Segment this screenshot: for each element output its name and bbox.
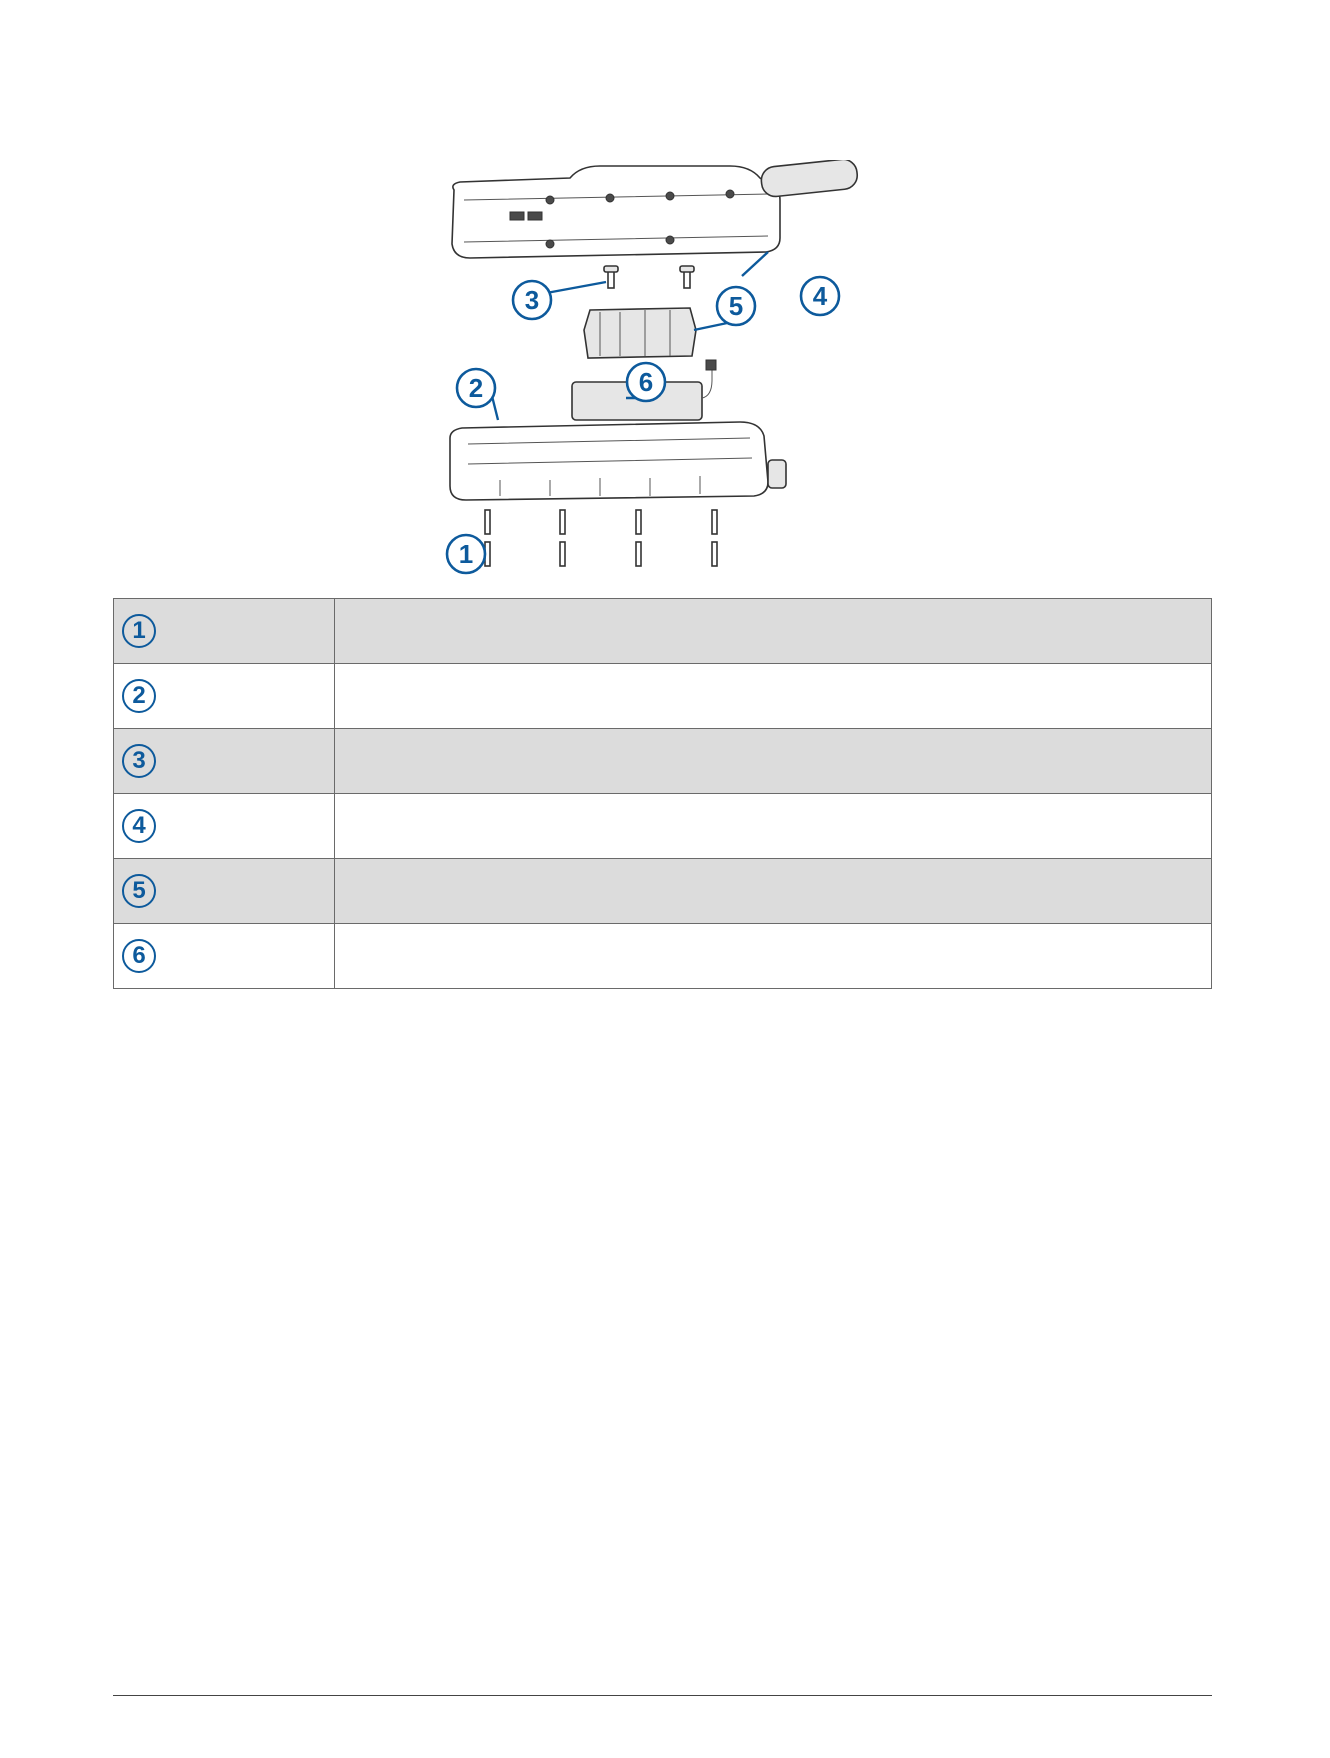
svg-text:5: 5 — [728, 291, 744, 321]
legend-badge: 3 — [122, 744, 156, 778]
legend-description-cell — [335, 859, 1212, 924]
callout-1 — [447, 535, 485, 573]
legend-badge: 2 — [122, 679, 156, 713]
table-row — [114, 599, 1212, 664]
callout-2 — [457, 369, 495, 407]
legend-number-cell — [114, 664, 335, 729]
callout-4 — [801, 277, 839, 315]
table-row — [114, 859, 1212, 924]
top-housing — [452, 160, 859, 258]
svg-text:1: 1 — [458, 539, 474, 569]
svg-text:3: 3 — [524, 285, 540, 315]
legend-number-cell — [114, 729, 335, 794]
legend-description-cell — [335, 924, 1212, 989]
table-row — [114, 924, 1212, 989]
table-row — [114, 664, 1212, 729]
svg-text:4: 4 — [812, 281, 828, 311]
battery-bracket — [584, 308, 696, 358]
svg-text:2: 2 — [468, 373, 484, 403]
svg-text:6: 6 — [638, 367, 654, 397]
legend-number-cell — [114, 599, 335, 664]
small-screws — [604, 266, 694, 288]
bottom-housing — [450, 422, 786, 500]
table-row — [114, 729, 1212, 794]
legend-description-cell — [335, 599, 1212, 664]
table-row — [114, 794, 1212, 859]
legend-number-cell — [114, 794, 335, 859]
callout-5 — [717, 287, 755, 325]
legend-description-cell — [335, 664, 1212, 729]
callout-6 — [627, 363, 665, 401]
long-screws — [485, 510, 717, 566]
exploded-device-diagram — [440, 160, 890, 580]
legend-badge: 1 — [122, 614, 156, 648]
legend-badge: 4 — [122, 809, 156, 843]
legend-description-cell — [335, 729, 1212, 794]
legend-badge: 6 — [122, 939, 156, 973]
footer-rule — [113, 1695, 1212, 1696]
legend-description-cell — [335, 794, 1212, 859]
parts-legend-table — [113, 598, 1212, 989]
legend-number-cell — [114, 859, 335, 924]
callout-3 — [513, 281, 551, 319]
legend-number-cell — [114, 924, 335, 989]
legend-badge: 5 — [122, 874, 156, 908]
